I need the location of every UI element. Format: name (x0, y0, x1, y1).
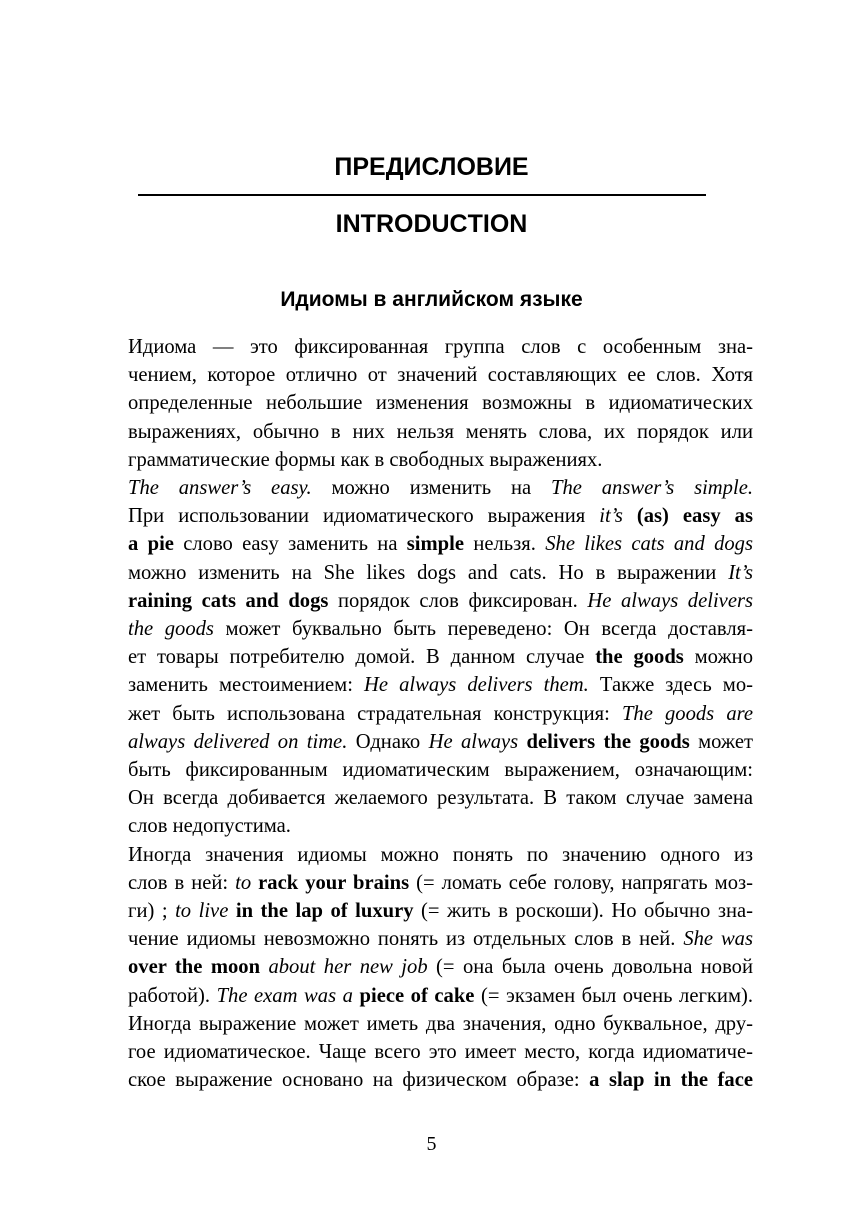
text-run: чением, которое отлично от значений составляющих ее слов. Хотя (128, 364, 753, 387)
text-run: чение идиомы невозможно понять из отдельных слов в ней. (128, 928, 684, 951)
text-run: гое идиоматическое. Чаще всего это имеет место, когда идиоматиче- (128, 1041, 753, 1064)
bold-phrase: in the lap of luxury (228, 900, 414, 923)
text-line (92, 728, 753, 756)
chapter-title: ПРЕДИСЛОВИЕ (334, 153, 529, 181)
italic-phrase: The exam was a (216, 984, 353, 1007)
bold-phrase: over the moon (128, 956, 261, 979)
bold-phrase: piece of cake (352, 984, 475, 1007)
bold-phrase: a slap in the face (589, 1069, 753, 1092)
title-divider (138, 194, 706, 196)
text-run: нельзя. (464, 533, 546, 556)
text-run: определенные небольшие изменения возможны в идиоматических (128, 392, 753, 415)
text-run: жет быть использована страдательная конструкция: (128, 702, 622, 725)
page-number: 5 (426, 1133, 437, 1155)
text-run: Однако (347, 730, 429, 753)
text-line (92, 784, 753, 812)
text-run: может (689, 730, 754, 753)
body-text (92, 333, 753, 1094)
text-line (92, 869, 753, 897)
text-run: (= экзамен был очень легким). (474, 984, 753, 1007)
text-run: грамматические формы как в свободных выражениях. (128, 448, 603, 471)
text-line (92, 418, 753, 446)
text-run: Он всегда добивается желаемого результата. В таком случае замена (128, 787, 753, 810)
text-line (92, 982, 753, 1010)
text-run: (= ломать себе голову, напрягать моз- (409, 871, 753, 894)
bold-phrase: the goods (595, 646, 684, 669)
text-run: При использовании идиоматического выражения (128, 505, 600, 528)
italic-phrase: to (235, 871, 252, 894)
text-line (92, 587, 753, 615)
text-line (92, 953, 753, 981)
text-line (92, 502, 753, 530)
text-run: (= она была очень довольна новой (427, 956, 753, 979)
text-run: ет товары потребителю домой. В данном случае (128, 646, 596, 669)
text-run: (= жить в роскоши). Но обычно зна- (413, 900, 753, 923)
text-line (92, 897, 753, 925)
italic-phrase: to live (175, 900, 229, 923)
text-line (92, 700, 753, 728)
italic-phrase: He always delivers them. (364, 674, 589, 697)
text-run: слов в ней: (128, 871, 236, 894)
text-line (92, 615, 753, 643)
section-title: Идиомы в английском языке (280, 288, 583, 311)
text-run: можно (683, 646, 753, 669)
text-run: Иногда выражение может иметь два значения, одно буквальное, дру- (128, 1012, 753, 1035)
text-run: Иногда значения идиомы можно понять по значению одного из (128, 843, 753, 866)
text-run: слов недопустима. (128, 815, 291, 838)
italic-phrase: The goods are (621, 702, 754, 725)
italic-phrase: it’s (599, 505, 623, 528)
text-run: работой). (128, 984, 217, 1007)
text-run: ги) ; (128, 900, 176, 923)
italic-phrase: The answer’s simple. (551, 477, 753, 500)
italic-phrase: the goods (128, 618, 214, 641)
text-run: может буквально быть переведено: Он всегда доставля- (213, 618, 753, 641)
paragraph-3 (92, 841, 753, 1095)
italic-phrase: He always delivers (587, 589, 753, 612)
text-line (92, 474, 753, 502)
text-run: можно изменить на (311, 477, 552, 500)
text-line (92, 643, 753, 671)
italic-phrase: She was (683, 928, 753, 951)
text-run: заменить местоимением: (128, 674, 365, 697)
text-line (92, 333, 753, 361)
italic-phrase: about her new job (260, 956, 428, 979)
text-run: выражениях, обычно в них нельзя менять слова, их порядок или (128, 420, 753, 443)
text-line (92, 559, 753, 587)
bold-phrase: rack your brains (251, 871, 410, 894)
text-line (92, 530, 753, 558)
text-line (92, 1066, 753, 1094)
chapter-subtitle: INTRODUCTION (335, 210, 528, 238)
text-run: ское выражение основано на физическом образе: (128, 1069, 590, 1092)
bold-phrase: a pie (128, 533, 174, 556)
italic-phrase: He always (428, 730, 519, 753)
italic-phrase: The answer’s easy. (128, 477, 312, 500)
bold-phrase: simple (406, 533, 464, 556)
text-line (92, 756, 753, 784)
italic-phrase: always delivered on time. (128, 730, 348, 753)
paragraph-2 (92, 474, 753, 841)
italic-phrase: She likes cats and dogs (545, 533, 753, 556)
text-line (92, 812, 753, 840)
text-line (92, 1010, 753, 1038)
text-line (92, 671, 753, 699)
italic-phrase: It’s (728, 561, 753, 584)
bold-phrase: (as) easy as (622, 505, 753, 528)
text-line (92, 1038, 753, 1066)
text-line (92, 841, 753, 869)
text-line (92, 361, 753, 389)
paragraph-1 (92, 333, 753, 474)
text-run: можно изменить на She likes dogs and cats. Но в выражении (128, 561, 729, 584)
text-run: порядок слов фиксирован. (328, 589, 588, 612)
text-run: слово easy заменить на (173, 533, 407, 556)
text-line (92, 446, 753, 474)
text-run: Идиома — это фиксированная группа слов с особенным зна- (128, 336, 753, 358)
bold-phrase: delivers the goods (518, 730, 690, 753)
text-line (92, 925, 753, 953)
text-run: быть фиксированным идиоматическим выражением, означающим: (128, 759, 753, 782)
text-line (92, 389, 753, 417)
text-run: Также здесь мо- (588, 674, 753, 697)
bold-phrase: raining cats and dogs (128, 589, 329, 612)
